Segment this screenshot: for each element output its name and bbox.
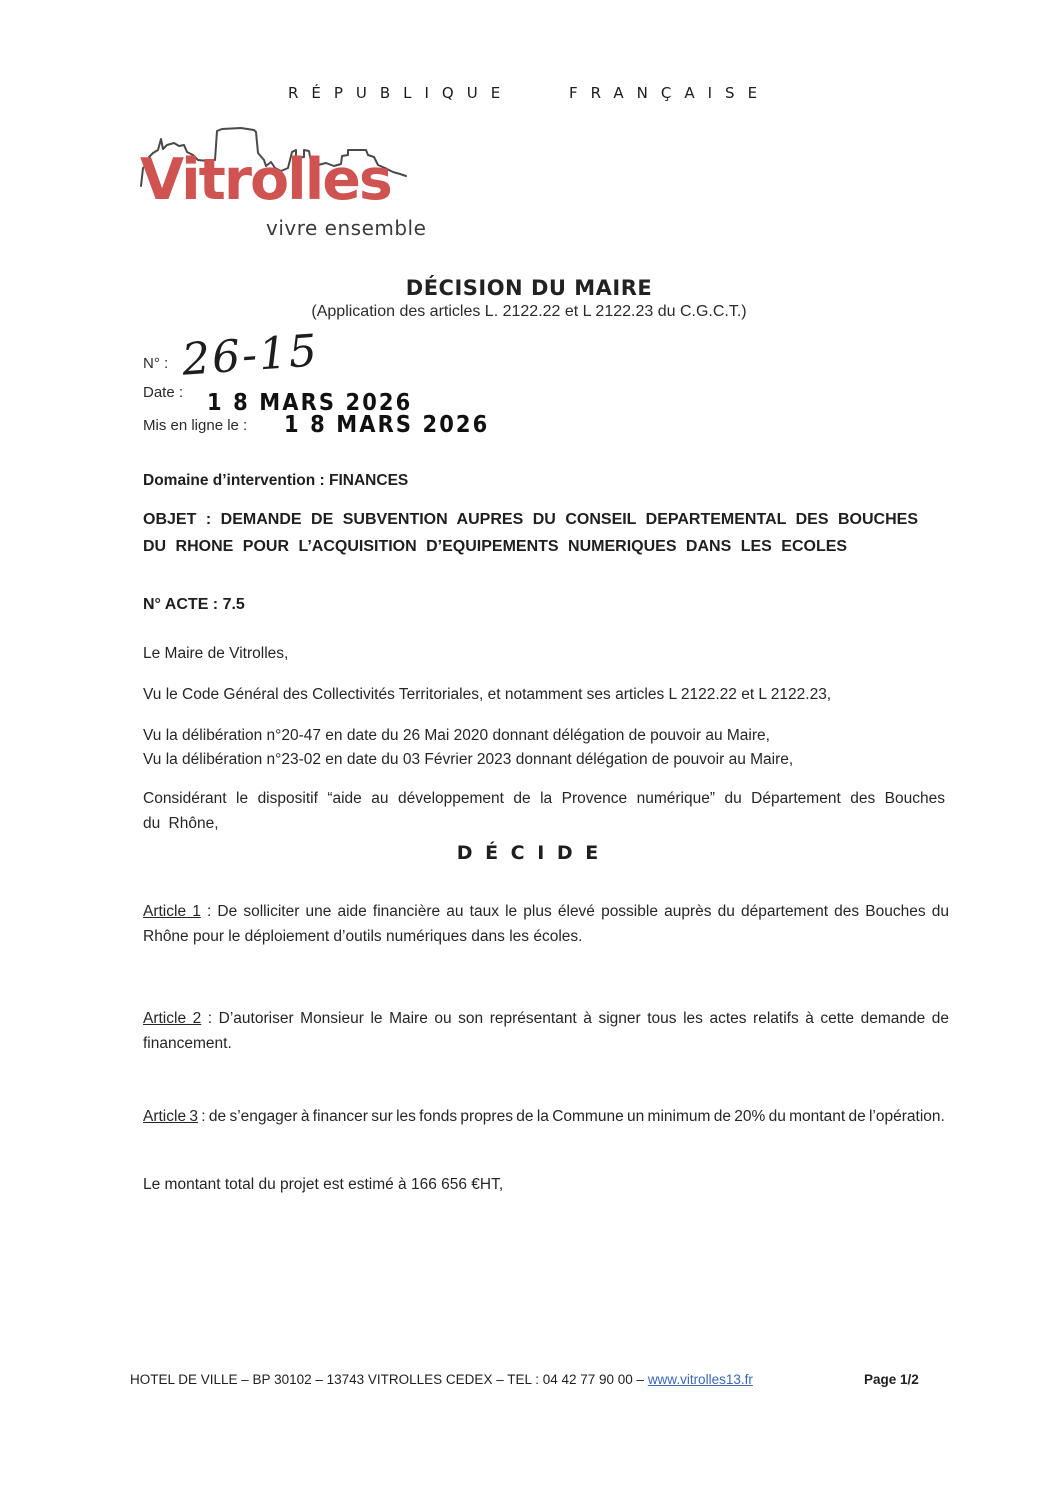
date-label: Date : (143, 384, 184, 401)
article-1-paragraph (143, 899, 949, 949)
vu-paragraph-2: Vu la délibération n°20-47 en date du 26 Mai 2020 donnant délégation de pouvoir au Maire, (143, 727, 770, 744)
numero-label: N° : (143, 355, 169, 372)
article-2-text: : D’autoriser Monsieur le Maire ou son représentant à signer tous les actes relatifs à cette demande de financement. (143, 1010, 950, 1052)
article-3-label: Article 3 (143, 1108, 198, 1125)
objet-paragraph: OBJET : DEMANDE DE SUBVENTION AUPRES DU CONSEIL DEPARTEMENTAL DES BOUCHES DU RHONE POUR L’ACQUISITION D’EQUIPEMENTS NUMERIQUES DANS LES ECOLES (143, 511, 918, 555)
vu-paragraph-3: Vu la délibération n°23-02 en date du 03 Février 2023 donnant délégation de pouvoir au Maire, (143, 751, 794, 768)
decide-heading: D É C I D E (456, 842, 602, 864)
montant-total-line: Le montant total du projet est estimé à 166 656 €HT, (143, 1176, 504, 1193)
article-2-label: Article 2 (143, 1010, 202, 1027)
article-1-label: Article 1 (143, 903, 201, 920)
article-2-paragraph (143, 1006, 949, 1056)
page-title: DÉCISION DU MAIRE (405, 276, 653, 300)
article-1-text: : De solliciter une aide financière au taux le plus élevé possible auprès du département des Bouches du Rhône pour le déploiement d’outils numériques dans les écoles. (143, 903, 949, 945)
logo-wordmark: Vitrolles (140, 147, 391, 213)
article-3-text: : de s’engager à financer sur les fonds propres de la Commune un minimum de 20% du montant de l’opération. (198, 1108, 945, 1125)
vitrolles-logo (134, 118, 434, 258)
date-stamp: 1 8 MARS 2026 (207, 388, 413, 416)
footer (130, 1372, 753, 1387)
page-number: Page 1/2 (864, 1372, 919, 1387)
article-3-paragraph (143, 1104, 949, 1129)
mis-en-ligne-stamp: 1 8 MARS 2026 (284, 410, 490, 438)
domaine-intervention: Domaine d’intervention : FINANCES (143, 472, 409, 489)
mis-en-ligne-label: Mis en ligne le : (143, 417, 248, 434)
numero-acte: N° ACTE : 7.5 (143, 596, 245, 613)
vu-paragraph-1: Vu le Code Général des Collectivités Territoriales, et notamment ses articles L 2122.22 et L 2122.23, (143, 686, 832, 703)
numero-handwritten-value: 26-15 (180, 325, 321, 386)
republique-francaise-heading: RÉPUBLIQUE FRANÇAISE (287, 84, 771, 102)
logo-tagline: vivre ensemble (266, 216, 427, 240)
footer-address: HOTEL DE VILLE – BP 30102 – 13743 VITROLLES CEDEX – TEL : 04 42 77 90 00 – (130, 1372, 648, 1387)
intro-line: Le Maire de Vitrolles, (143, 645, 289, 662)
page-subtitle: (Application des articles L. 2122.22 et L 2122.23 du C.G.C.T.) (311, 303, 747, 320)
considerant-paragraph: Considérant le dispositif “aide au développement de la Provence numérique” du Département des Bouches du Rhône, (143, 790, 945, 832)
vitrolles-website-link[interactable]: www.vitrolles13.fr (647, 1372, 753, 1387)
